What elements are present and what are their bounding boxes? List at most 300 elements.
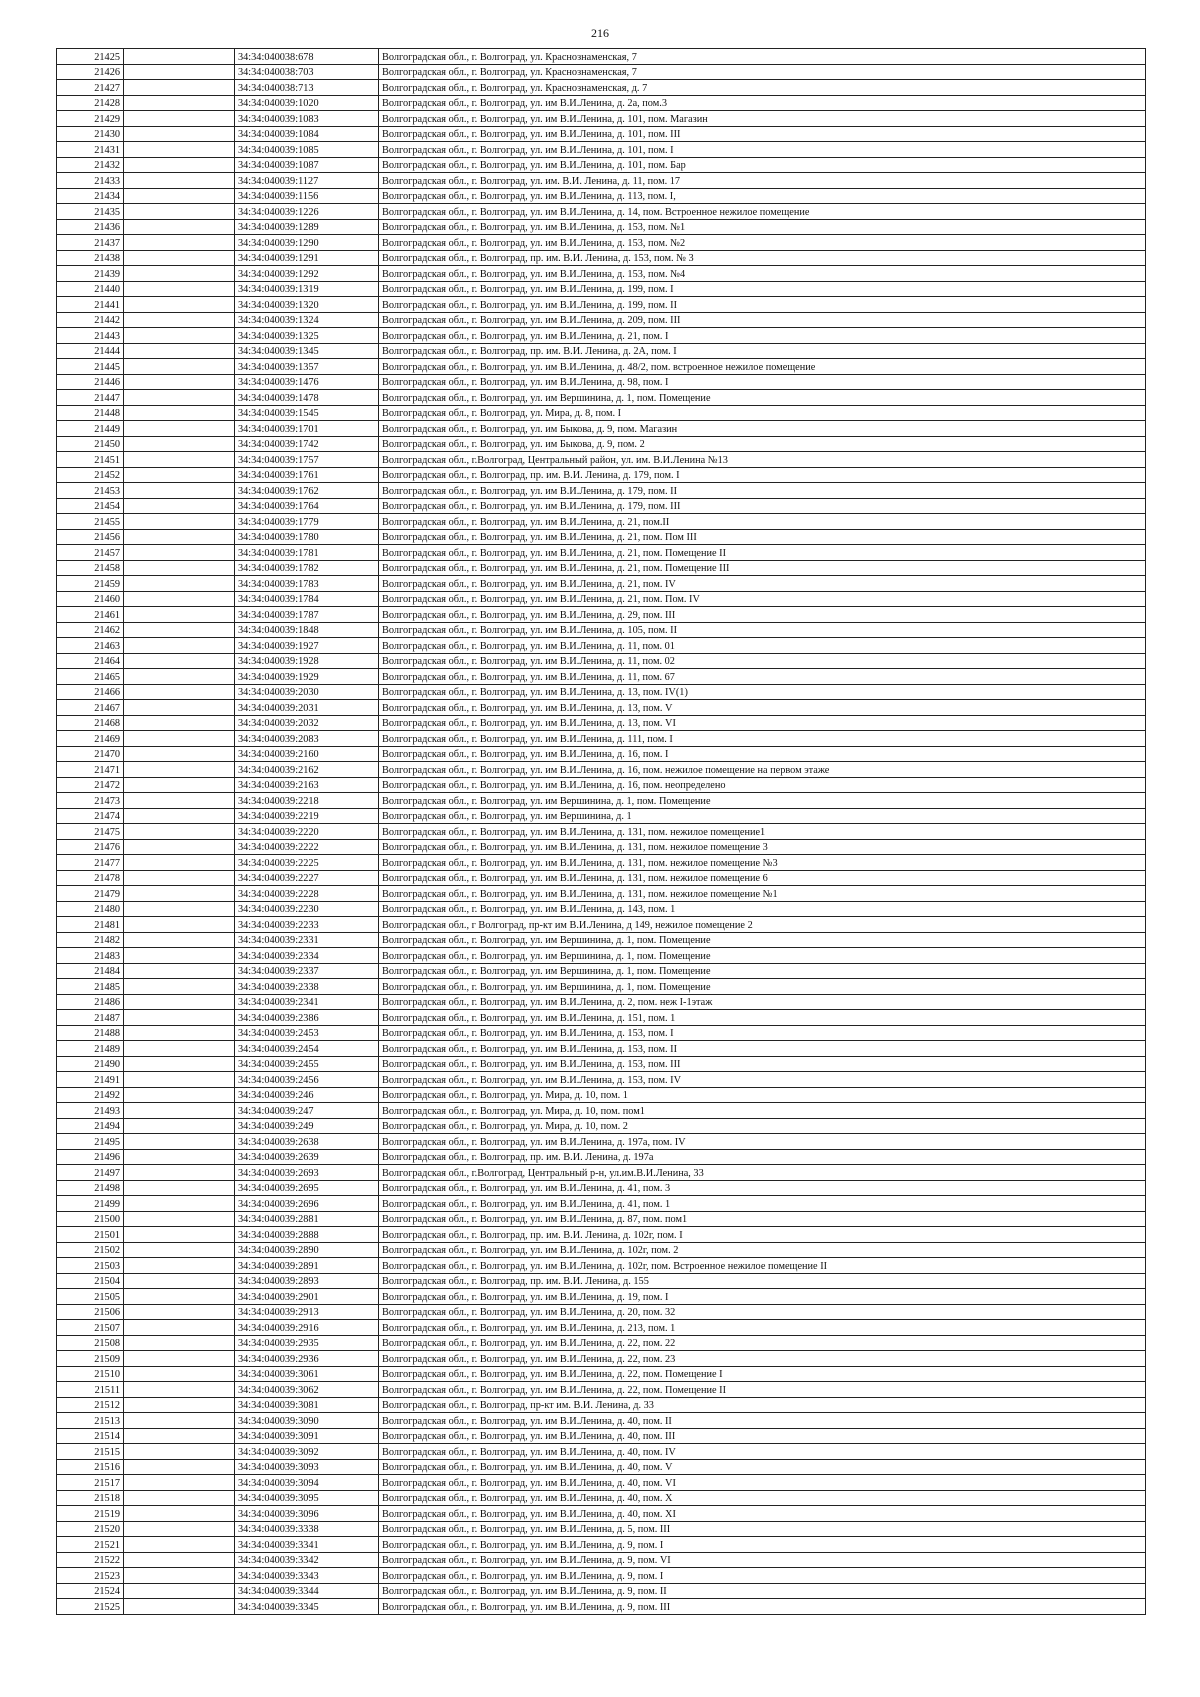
row-number-cell: 21496 [57, 1149, 124, 1165]
cadastral-number-cell: 34:34:040039:1742 [235, 436, 379, 452]
table-row [57, 808, 1146, 824]
row-number-cell: 21516 [57, 1459, 124, 1475]
table-row [57, 622, 1146, 638]
table-row [57, 436, 1146, 452]
row-number-cell: 21482 [57, 932, 124, 948]
table-row [57, 715, 1146, 731]
address-cell: Волгоградская обл., г. Волгоград, ул. им В.И.Ленина, д. 5, пом. III [379, 1521, 1146, 1537]
row-number-cell: 21493 [57, 1103, 124, 1119]
table-row [57, 638, 1146, 654]
address-cell: Волгоградская обл., г. Волгоград, ул. им Быкова, д. 9, пом. Магазин [379, 421, 1146, 437]
row-number-cell: 21461 [57, 607, 124, 623]
property-registry-table [56, 48, 1146, 1615]
address-cell: Волгоградская обл., г. Волгоград, пр. им. В.И. Ленина, д. 155 [379, 1273, 1146, 1289]
address-cell: Волгоградская обл., г. Волгоград, ул. им В.И.Ленина, д. 16, пом. неопределено [379, 777, 1146, 793]
table-row [57, 901, 1146, 917]
cadastral-number-cell: 34:34:040039:1545 [235, 405, 379, 421]
table-row [57, 1211, 1146, 1227]
row-number-cell: 21495 [57, 1134, 124, 1150]
address-cell: Волгоградская обл., г. Волгоград, ул. им В.И.Ленина, д. 9, пом. III [379, 1599, 1146, 1615]
cadastral-number-cell: 34:34:040039:2334 [235, 948, 379, 964]
table-row [57, 1056, 1146, 1072]
row-number-cell: 21426 [57, 64, 124, 80]
cadastral-number-cell: 34:34:040039:3345 [235, 1599, 379, 1615]
cadastral-number-cell: 34:34:040039:3338 [235, 1521, 379, 1537]
row-number-cell: 21451 [57, 452, 124, 468]
table-row [57, 343, 1146, 359]
cadastral-number-cell: 34:34:040039:3343 [235, 1568, 379, 1584]
table-row [57, 870, 1146, 886]
row-number-cell: 21487 [57, 1010, 124, 1026]
address-cell: Волгоградская обл., г. Волгоград, ул. им В.И.Ленина, д. 153, пом. №2 [379, 235, 1146, 251]
row-number-cell: 21491 [57, 1072, 124, 1088]
table-row [57, 1134, 1146, 1150]
address-cell: Волгоградская обл., г. Волгоград, пр. им. В.И. Ленина, д. 2А, пом. I [379, 343, 1146, 359]
row-number-cell: 21446 [57, 374, 124, 390]
address-cell: Волгоградская обл., г. Волгоград, ул. им В.И.Ленина, д. 102г, пом. Встроенное нежилое помещение II [379, 1258, 1146, 1274]
table-row [57, 297, 1146, 313]
empty-cell [124, 715, 235, 731]
empty-cell [124, 359, 235, 375]
cadastral-number-cell: 34:34:040039:1784 [235, 591, 379, 607]
table-row [57, 1087, 1146, 1103]
row-number-cell: 21475 [57, 824, 124, 840]
empty-cell [124, 1304, 235, 1320]
table-row [57, 1444, 1146, 1460]
empty-cell [124, 1211, 235, 1227]
cadastral-number-cell: 34:34:040039:2639 [235, 1149, 379, 1165]
cadastral-number-cell: 34:34:040039:1779 [235, 514, 379, 530]
row-number-cell: 21520 [57, 1521, 124, 1537]
address-cell: Волгоградская обл., г. Волгоград, ул. им В.И.Ленина, д. 213, пом. 1 [379, 1320, 1146, 1336]
empty-cell [124, 870, 235, 886]
table-row [57, 312, 1146, 328]
empty-cell [124, 1444, 235, 1460]
address-cell: Волгоградская обл., г. Волгоград, пр-кт им. В.И. Ленина, д. 33 [379, 1397, 1146, 1413]
cadastral-number-cell: 34:34:040039:1761 [235, 467, 379, 483]
table-row [57, 994, 1146, 1010]
address-cell: Волгоградская обл., г. Волгоград, ул. им В.И.Ленина, д. 22, пом. 22 [379, 1335, 1146, 1351]
empty-cell [124, 1134, 235, 1150]
empty-cell [124, 374, 235, 390]
address-cell: Волгоградская обл., г. Волгоград, ул. им В.И.Ленина, д. 153, пом. I [379, 1025, 1146, 1041]
address-cell: Волгоградская обл., г. Волгоград, ул. им В.И.Ленина, д. 199, пом. I [379, 281, 1146, 297]
empty-cell [124, 1599, 235, 1615]
row-number-cell: 21445 [57, 359, 124, 375]
empty-cell [124, 607, 235, 623]
table-row [57, 1103, 1146, 1119]
empty-cell [124, 1165, 235, 1181]
empty-cell [124, 1196, 235, 1212]
address-cell: Волгоградская обл., г. Волгоград, ул. им В.И.Ленина, д. 21, пом. Пом. IV [379, 591, 1146, 607]
table-row [57, 793, 1146, 809]
cadastral-number-cell: 34:34:040039:2228 [235, 886, 379, 902]
empty-cell [124, 777, 235, 793]
row-number-cell: 21458 [57, 560, 124, 576]
cadastral-number-cell: 34:34:040039:1324 [235, 312, 379, 328]
address-cell: Волгоградская обл., г. Волгоград, ул. им В.И.Ленина, д. 21, пом. Пом III [379, 529, 1146, 545]
row-number-cell: 21519 [57, 1506, 124, 1522]
empty-cell [124, 1568, 235, 1584]
address-cell: Волгоградская обл., г. Волгоград, ул. им В.И.Ленина, д. 48/2, пом. встроенное нежилое помещение [379, 359, 1146, 375]
empty-cell [124, 1490, 235, 1506]
table-row [57, 142, 1146, 158]
empty-cell [124, 824, 235, 840]
cadastral-number-cell: 34:34:040039:1927 [235, 638, 379, 654]
address-cell: Волгоградская обл., г. Волгоград, ул. Мира, д. 10, пом. 1 [379, 1087, 1146, 1103]
row-number-cell: 21503 [57, 1258, 124, 1274]
empty-cell [124, 297, 235, 313]
address-cell: Волгоградская обл., г. Волгоград, ул. им В.И.Ленина, д. 153, пом. IV [379, 1072, 1146, 1088]
address-cell: Волгоградская обл., г.Волгоград, Центральный район, ул. им. В.И.Ленина №13 [379, 452, 1146, 468]
table-row [57, 1413, 1146, 1429]
empty-cell [124, 1041, 235, 1057]
cadastral-number-cell: 34:34:040039:2032 [235, 715, 379, 731]
address-cell: Волгоградская обл., г. Волгоград, ул. Мира, д. 8, пом. I [379, 405, 1146, 421]
address-cell: Волгоградская обл., г. Волгоград, ул. им В.И.Ленина, д. 40, пом. X [379, 1490, 1146, 1506]
cadastral-number-cell: 34:34:040039:1357 [235, 359, 379, 375]
empty-cell [124, 1428, 235, 1444]
table-row [57, 1304, 1146, 1320]
row-number-cell: 21439 [57, 266, 124, 282]
table-row [57, 591, 1146, 607]
table-row [57, 95, 1146, 111]
address-cell: Волгоградская обл., г. Волгоград, ул. им В.И.Ленина, д. 41, пом. 1 [379, 1196, 1146, 1212]
cadastral-number-cell: 34:34:040039:2454 [235, 1041, 379, 1057]
cadastral-number-cell: 34:34:040039:2881 [235, 1211, 379, 1227]
table-row [57, 1242, 1146, 1258]
address-cell: Волгоградская обл., г. Волгоград, ул. им В.И.Ленина, д. 98, пом. I [379, 374, 1146, 390]
cadastral-number-cell: 34:34:040039:1782 [235, 560, 379, 576]
table-row [57, 700, 1146, 716]
cadastral-number-cell: 34:34:040039:2456 [235, 1072, 379, 1088]
empty-cell [124, 235, 235, 251]
empty-cell [124, 1056, 235, 1072]
row-number-cell: 21513 [57, 1413, 124, 1429]
cadastral-number-cell: 34:34:040039:1083 [235, 111, 379, 127]
address-cell: Волгоградская обл., г. Волгоград, ул. им В.И.Ленина, д. 41, пом. 3 [379, 1180, 1146, 1196]
row-number-cell: 21462 [57, 622, 124, 638]
empty-cell [124, 111, 235, 127]
row-number-cell: 21463 [57, 638, 124, 654]
cadastral-number-cell: 34:34:040039:1762 [235, 483, 379, 499]
address-cell: Волгоградская обл., г. Волгоград, ул. им В.И.Ленина, д. 113, пом. I, [379, 188, 1146, 204]
table-row [57, 405, 1146, 421]
address-cell: Волгоградская обл., г. Волгоград, ул. Мира, д. 10, пом. 2 [379, 1118, 1146, 1134]
cadastral-number-cell: 34:34:040039:2162 [235, 762, 379, 778]
address-cell: Волгоградская обл., г. Волгоград, ул. им В.И.Ленина, д. 9, пом. I [379, 1568, 1146, 1584]
cadastral-number-cell: 34:34:040038:678 [235, 49, 379, 65]
cadastral-number-cell: 34:34:040039:2225 [235, 855, 379, 871]
empty-cell [124, 1149, 235, 1165]
row-number-cell: 21436 [57, 219, 124, 235]
empty-cell [124, 1072, 235, 1088]
empty-cell [124, 979, 235, 995]
address-cell: Волгоградская обл., г. Волгоград, ул. им Вершинина, д. 1, пом. Помещение [379, 963, 1146, 979]
address-cell: Волгоградская обл., г. Волгоград, ул. им В.И.Ленина, д. 11, пом. 67 [379, 669, 1146, 685]
row-number-cell: 21514 [57, 1428, 124, 1444]
row-number-cell: 21428 [57, 95, 124, 111]
empty-cell [124, 932, 235, 948]
row-number-cell: 21443 [57, 328, 124, 344]
empty-cell [124, 653, 235, 669]
address-cell: Волгоградская обл., г. Волгоград, ул. им В.И.Ленина, д. 16, пом. I [379, 746, 1146, 762]
table-row [57, 529, 1146, 545]
address-cell: Волгоградская обл., г. Волгоград, ул. им В.И.Ленина, д. 131, пом. нежилое помещение 3 [379, 839, 1146, 855]
table-row [57, 1537, 1146, 1553]
cadastral-number-cell: 34:34:040039:3341 [235, 1537, 379, 1553]
address-cell: Волгоградская обл., г. Волгоград, ул. им В.И.Ленина, д. 29, пом. III [379, 607, 1146, 623]
row-number-cell: 21448 [57, 405, 124, 421]
row-number-cell: 21430 [57, 126, 124, 142]
table-row [57, 1552, 1146, 1568]
cadastral-number-cell: 34:34:040039:247 [235, 1103, 379, 1119]
table-row [57, 1568, 1146, 1584]
address-cell: Волгоградская обл., г Волгоград, пр-кт им В.И.Ленина, д 149, нежилое помещение 2 [379, 917, 1146, 933]
empty-cell [124, 994, 235, 1010]
row-number-cell: 21471 [57, 762, 124, 778]
address-cell: Волгоградская обл., г. Волгоград, ул. им В.И.Ленина, д. 197а, пом. IV [379, 1134, 1146, 1150]
cadastral-number-cell: 34:34:040039:1787 [235, 607, 379, 623]
cadastral-number-cell: 34:34:040039:2230 [235, 901, 379, 917]
cadastral-number-cell: 34:34:040039:1848 [235, 622, 379, 638]
empty-cell [124, 1242, 235, 1258]
table-row [57, 1382, 1146, 1398]
cadastral-number-cell: 34:34:040039:1226 [235, 204, 379, 220]
address-cell: Волгоградская обл., г. Волгоград, пр. им. В.И. Ленина, д. 179, пом. I [379, 467, 1146, 483]
address-cell: Волгоградская обл., г. Волгоград, ул. им Вершинина, д. 1, пом. Помещение [379, 979, 1146, 995]
address-cell: Волгоградская обл., г. Волгоград, ул. им В.И.Ленина, д. 20, пом. 32 [379, 1304, 1146, 1320]
empty-cell [124, 1475, 235, 1491]
empty-cell [124, 839, 235, 855]
empty-cell [124, 1103, 235, 1119]
cadastral-number-cell: 34:34:040039:2891 [235, 1258, 379, 1274]
row-number-cell: 21484 [57, 963, 124, 979]
row-number-cell: 21434 [57, 188, 124, 204]
cadastral-number-cell: 34:34:040039:1084 [235, 126, 379, 142]
address-cell: Волгоградская обл., г. Волгоград, ул. им В.И.Ленина, д. 2, пом. неж I-1этаж [379, 994, 1146, 1010]
table-row [57, 1180, 1146, 1196]
empty-cell [124, 405, 235, 421]
cadastral-number-cell: 34:34:040039:2913 [235, 1304, 379, 1320]
address-cell: Волгоградская обл., г. Волгоград, ул. им Быкова, д. 9, пом. 2 [379, 436, 1146, 452]
address-cell: Волгоградская обл., г. Волгоград, ул. им В.И.Ленина, д. 14, пом. Встроенное нежилое помещение [379, 204, 1146, 220]
cadastral-number-cell: 34:34:040039:3344 [235, 1583, 379, 1599]
empty-cell [124, 188, 235, 204]
empty-cell [124, 250, 235, 266]
table-row [57, 932, 1146, 948]
row-number-cell: 21508 [57, 1335, 124, 1351]
cadastral-number-cell: 34:34:040039:1290 [235, 235, 379, 251]
table-row [57, 1335, 1146, 1351]
table-row [57, 576, 1146, 592]
cadastral-number-cell: 34:34:040039:2695 [235, 1180, 379, 1196]
row-number-cell: 21433 [57, 173, 124, 189]
cadastral-number-cell: 34:34:040039:2453 [235, 1025, 379, 1041]
address-cell: Волгоградская обл., г. Волгоград, ул. им В.И.Ленина, д. 22, пом. 23 [379, 1351, 1146, 1367]
cadastral-number-cell: 34:34:040039:2916 [235, 1320, 379, 1336]
table-row [57, 1072, 1146, 1088]
empty-cell [124, 49, 235, 65]
empty-cell [124, 95, 235, 111]
row-number-cell: 21459 [57, 576, 124, 592]
address-cell: Волгоградская обл., г. Волгоград, ул. Мира, д. 10, пом. пом1 [379, 1103, 1146, 1119]
row-number-cell: 21469 [57, 731, 124, 747]
empty-cell [124, 529, 235, 545]
table-row [57, 49, 1146, 65]
row-number-cell: 21429 [57, 111, 124, 127]
empty-cell [124, 498, 235, 514]
empty-cell [124, 514, 235, 530]
table-row [57, 64, 1146, 80]
table-row [57, 762, 1146, 778]
row-number-cell: 21478 [57, 870, 124, 886]
table-row [57, 746, 1146, 762]
table-row [57, 467, 1146, 483]
address-cell: Волгоградская обл., г. Волгоград, ул. им Вершинина, д. 1 [379, 808, 1146, 824]
row-number-cell: 21447 [57, 390, 124, 406]
table-row [57, 560, 1146, 576]
cadastral-number-cell: 34:34:040039:1928 [235, 653, 379, 669]
table-row [57, 1289, 1146, 1305]
table-row [57, 1165, 1146, 1181]
row-number-cell: 21521 [57, 1537, 124, 1553]
row-number-cell: 21500 [57, 1211, 124, 1227]
cadastral-number-cell: 34:34:040038:703 [235, 64, 379, 80]
address-cell: Волгоградская обл., г. Волгоград, ул. им В.И.Ленина, д. 21, пом. I [379, 328, 1146, 344]
cadastral-number-cell: 34:34:040038:713 [235, 80, 379, 96]
empty-cell [124, 684, 235, 700]
cadastral-number-cell: 34:34:040039:1476 [235, 374, 379, 390]
empty-cell [124, 948, 235, 964]
cadastral-number-cell: 34:34:040039:3061 [235, 1366, 379, 1382]
row-number-cell: 21464 [57, 653, 124, 669]
address-cell: Волгоградская обл., г. Волгоград, пр. им. В.И. Ленина, д. 153, пом. № 3 [379, 250, 1146, 266]
address-cell: Волгоградская обл., г. Волгоград, ул. Краснознаменская, д. 7 [379, 80, 1146, 96]
row-number-cell: 21427 [57, 80, 124, 96]
row-number-cell: 21470 [57, 746, 124, 762]
empty-cell [124, 746, 235, 762]
row-number-cell: 21485 [57, 979, 124, 995]
empty-cell [124, 64, 235, 80]
row-number-cell: 21483 [57, 948, 124, 964]
cadastral-number-cell: 34:34:040039:2890 [235, 1242, 379, 1258]
table-row [57, 204, 1146, 220]
address-cell: Волгоградская обл., г. Волгоград, ул. им В.И.Ленина, д. 40, пом. V [379, 1459, 1146, 1475]
empty-cell [124, 80, 235, 96]
row-number-cell: 21444 [57, 343, 124, 359]
cadastral-number-cell: 34:34:040039:1757 [235, 452, 379, 468]
page-number: 216 [591, 26, 609, 40]
row-number-cell: 21488 [57, 1025, 124, 1041]
cadastral-number-cell: 34:34:040039:1085 [235, 142, 379, 158]
empty-cell [124, 312, 235, 328]
address-cell: Волгоградская обл., г. Волгоград, ул. им Вершинина, д. 1, пом. Помещение [379, 932, 1146, 948]
row-number-cell: 21505 [57, 1289, 124, 1305]
row-number-cell: 21512 [57, 1397, 124, 1413]
empty-cell [124, 483, 235, 499]
empty-cell [124, 901, 235, 917]
table-row [57, 1583, 1146, 1599]
table-row [57, 855, 1146, 871]
row-number-cell: 21479 [57, 886, 124, 902]
address-cell: Волгоградская обл., г. Волгоград, ул. им В.И.Ленина, д. 131, пом. нежилое помещение 6 [379, 870, 1146, 886]
cadastral-number-cell: 34:34:040039:3092 [235, 1444, 379, 1460]
row-number-cell: 21506 [57, 1304, 124, 1320]
cadastral-number-cell: 34:34:040039:1780 [235, 529, 379, 545]
table-row [57, 235, 1146, 251]
cadastral-number-cell: 34:34:040039:1087 [235, 157, 379, 173]
row-number-cell: 21432 [57, 157, 124, 173]
cadastral-number-cell: 34:34:040039:1156 [235, 188, 379, 204]
empty-cell [124, 1382, 235, 1398]
address-cell: Волгоградская обл., г. Волгоград, ул. им В.И.Ленина, д. 13, пом. V [379, 700, 1146, 716]
empty-cell [124, 1025, 235, 1041]
table-row [57, 126, 1146, 142]
table-row [57, 824, 1146, 840]
row-number-cell: 21425 [57, 49, 124, 65]
row-number-cell: 21453 [57, 483, 124, 499]
table-row [57, 1490, 1146, 1506]
row-number-cell: 21477 [57, 855, 124, 871]
empty-cell [124, 281, 235, 297]
cadastral-number-cell: 34:34:040039:2218 [235, 793, 379, 809]
address-cell: Волгоградская обл., г. Волгоград, ул. им В.И.Ленина, д. 151, пом. 1 [379, 1010, 1146, 1026]
empty-cell [124, 560, 235, 576]
empty-cell [124, 343, 235, 359]
address-cell: Волгоградская обл., г. Волгоград, ул. им. В.И. Ленина, д. 11, пом. 17 [379, 173, 1146, 189]
empty-cell [124, 855, 235, 871]
cadastral-number-cell: 34:34:040039:2219 [235, 808, 379, 824]
address-cell: Волгоградская обл., г. Волгоград, ул. им Вершинина, д. 1, пом. Помещение [379, 793, 1146, 809]
address-cell: Волгоградская обл., г. Волгоград, ул. им В.И.Ленина, д. 9, пом. II [379, 1583, 1146, 1599]
table-row [57, 731, 1146, 747]
address-cell: Волгоградская обл., г. Волгоград, пр. им. В.И. Ленина, д. 102г, пом. I [379, 1227, 1146, 1243]
cadastral-number-cell: 34:34:040039:246 [235, 1087, 379, 1103]
table-row [57, 1258, 1146, 1274]
table-row [57, 979, 1146, 995]
address-cell: Волгоградская обл., г. Волгоград, пр. им. В.И. Ленина, д. 197а [379, 1149, 1146, 1165]
address-cell: Волгоградская обл., г. Волгоград, ул. им В.И.Ленина, д. 131, пом. нежилое помещение №1 [379, 886, 1146, 902]
row-number-cell: 21441 [57, 297, 124, 313]
table-row [57, 917, 1146, 933]
cadastral-number-cell: 34:34:040039:1781 [235, 545, 379, 561]
row-number-cell: 21509 [57, 1351, 124, 1367]
empty-cell [124, 1366, 235, 1382]
empty-cell [124, 1335, 235, 1351]
empty-cell [124, 126, 235, 142]
row-number-cell: 21492 [57, 1087, 124, 1103]
cadastral-number-cell: 34:34:040039:2696 [235, 1196, 379, 1212]
row-number-cell: 21501 [57, 1227, 124, 1243]
address-cell: Волгоградская обл., г. Волгоград, ул. Краснознаменская, 7 [379, 64, 1146, 80]
row-number-cell: 21466 [57, 684, 124, 700]
table-row [57, 80, 1146, 96]
address-cell: Волгоградская обл., г. Волгоград, ул. им В.И.Ленина, д. 40, пом. IV [379, 1444, 1146, 1460]
empty-cell [124, 545, 235, 561]
cadastral-number-cell: 34:34:040039:2638 [235, 1134, 379, 1150]
row-number-cell: 21442 [57, 312, 124, 328]
row-number-cell: 21490 [57, 1056, 124, 1072]
row-number-cell: 21498 [57, 1180, 124, 1196]
cadastral-number-cell: 34:34:040039:2893 [235, 1273, 379, 1289]
cadastral-number-cell: 34:34:040039:2030 [235, 684, 379, 700]
row-number-cell: 21454 [57, 498, 124, 514]
address-cell: Волгоградская обл., г. Волгоград, ул. им В.И.Ленина, д. 40, пом. XI [379, 1506, 1146, 1522]
empty-cell [124, 328, 235, 344]
cadastral-number-cell: 34:34:040039:2031 [235, 700, 379, 716]
empty-cell [124, 808, 235, 824]
